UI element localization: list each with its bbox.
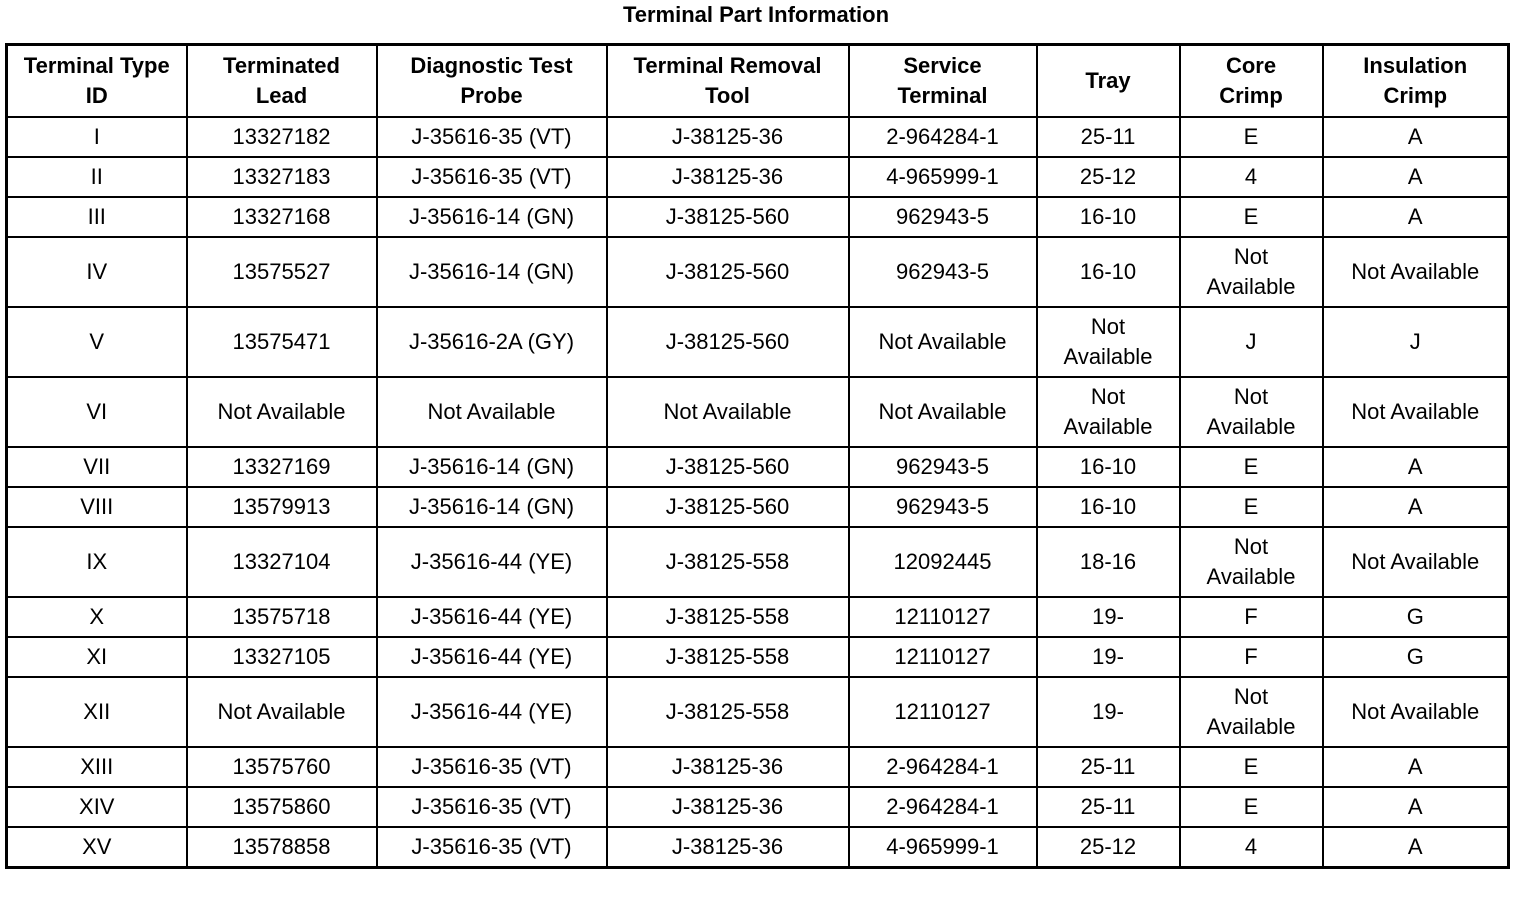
- header-insulation-crimp: Insulation Crimp: [1323, 45, 1509, 118]
- terminated-lead-cell: 13578858: [187, 827, 377, 868]
- service-terminal-cell: Not Available: [849, 377, 1037, 447]
- terminal-removal-tool-cell: J-38125-558: [607, 527, 849, 597]
- header-terminal-type-id: Terminal Type ID: [7, 45, 187, 118]
- terminal-removal-tool-cell: J-38125-560: [607, 197, 849, 237]
- terminal-type-id-cell: III: [7, 197, 187, 237]
- terminated-lead-cell: 13575860: [187, 787, 377, 827]
- tray-cell: 25-11: [1037, 747, 1180, 787]
- insulation-crimp-cell: G: [1323, 637, 1509, 677]
- tray-cell: 25-12: [1037, 157, 1180, 197]
- tray-cell: 16-10: [1037, 447, 1180, 487]
- table-row: [7, 377, 1509, 447]
- terminal-removal-tool-cell: J-38125-36: [607, 787, 849, 827]
- diagnostic-test-probe-cell: J-35616-44 (YE): [377, 677, 607, 747]
- terminal-part-table: [5, 43, 1510, 869]
- diagnostic-test-probe-cell: Not Available: [377, 377, 607, 447]
- terminal-removal-tool-cell: J-38125-560: [607, 237, 849, 307]
- table-row: [7, 597, 1509, 637]
- terminal-type-id-cell: II: [7, 157, 187, 197]
- core-crimp-cell: Not Available: [1180, 237, 1323, 307]
- service-terminal-cell: 4-965999-1: [849, 827, 1037, 868]
- table-row: [7, 117, 1509, 157]
- terminal-type-id-cell: XIII: [7, 747, 187, 787]
- table-row: [7, 487, 1509, 527]
- terminal-type-id-cell: X: [7, 597, 187, 637]
- table-row: [7, 747, 1509, 787]
- diagnostic-test-probe-cell: J-35616-35 (VT): [377, 787, 607, 827]
- tray-cell: Not Available: [1037, 307, 1180, 377]
- terminated-lead-cell: 13327183: [187, 157, 377, 197]
- terminal-removal-tool-cell: J-38125-36: [607, 747, 849, 787]
- diagnostic-test-probe-cell: J-35616-2A (GY): [377, 307, 607, 377]
- core-crimp-cell: J: [1180, 307, 1323, 377]
- terminated-lead-cell: 13575718: [187, 597, 377, 637]
- terminated-lead-cell: Not Available: [187, 677, 377, 747]
- service-terminal-cell: 12110127: [849, 637, 1037, 677]
- tray-cell: 19-: [1037, 677, 1180, 747]
- insulation-crimp-cell: G: [1323, 597, 1509, 637]
- diagnostic-test-probe-cell: J-35616-35 (VT): [377, 117, 607, 157]
- tray-cell: 19-: [1037, 597, 1180, 637]
- terminal-removal-tool-cell: J-38125-560: [607, 307, 849, 377]
- service-terminal-cell: 12092445: [849, 527, 1037, 597]
- service-terminal-cell: 962943-5: [849, 237, 1037, 307]
- insulation-crimp-cell: A: [1323, 487, 1509, 527]
- diagnostic-test-probe-cell: J-35616-35 (VT): [377, 827, 607, 868]
- terminal-removal-tool-cell: J-38125-36: [607, 117, 849, 157]
- insulation-crimp-cell: Not Available: [1323, 677, 1509, 747]
- diagnostic-test-probe-cell: J-35616-14 (GN): [377, 197, 607, 237]
- service-terminal-cell: 2-964284-1: [849, 747, 1037, 787]
- terminal-removal-tool-cell: J-38125-558: [607, 597, 849, 637]
- core-crimp-cell: F: [1180, 597, 1323, 637]
- diagnostic-test-probe-cell: J-35616-14 (GN): [377, 487, 607, 527]
- core-crimp-cell: 4: [1180, 827, 1323, 868]
- diagnostic-test-probe-cell: J-35616-14 (GN): [377, 447, 607, 487]
- header-service-terminal: Service Terminal: [849, 45, 1037, 118]
- terminal-removal-tool-cell: J-38125-560: [607, 487, 849, 527]
- terminal-removal-tool-cell: J-38125-36: [607, 827, 849, 868]
- service-terminal-cell: 4-965999-1: [849, 157, 1037, 197]
- insulation-crimp-cell: A: [1323, 117, 1509, 157]
- service-terminal-cell: 12110127: [849, 677, 1037, 747]
- diagnostic-test-probe-cell: J-35616-44 (YE): [377, 597, 607, 637]
- core-crimp-cell: E: [1180, 117, 1323, 157]
- terminal-type-id-cell: VIII: [7, 487, 187, 527]
- terminal-type-id-cell: XI: [7, 637, 187, 677]
- terminated-lead-cell: 13327104: [187, 527, 377, 597]
- tray-cell: 16-10: [1037, 487, 1180, 527]
- terminal-removal-tool-cell: J-38125-36: [607, 157, 849, 197]
- table-row: [7, 827, 1509, 868]
- service-terminal-cell: 962943-5: [849, 447, 1037, 487]
- terminal-type-id-cell: IV: [7, 237, 187, 307]
- terminal-type-id-cell: XV: [7, 827, 187, 868]
- tray-cell: 25-11: [1037, 117, 1180, 157]
- table-row: [7, 637, 1509, 677]
- insulation-crimp-cell: Not Available: [1323, 377, 1509, 447]
- insulation-crimp-cell: A: [1323, 447, 1509, 487]
- service-terminal-cell: 12110127: [849, 597, 1037, 637]
- terminated-lead-cell: 13575471: [187, 307, 377, 377]
- table-row: [7, 447, 1509, 487]
- core-crimp-cell: Not Available: [1180, 377, 1323, 447]
- core-crimp-cell: E: [1180, 447, 1323, 487]
- diagnostic-test-probe-cell: J-35616-44 (YE): [377, 637, 607, 677]
- insulation-crimp-cell: A: [1323, 197, 1509, 237]
- table-row: [7, 237, 1509, 307]
- core-crimp-cell: Not Available: [1180, 527, 1323, 597]
- tray-cell: Not Available: [1037, 377, 1180, 447]
- diagnostic-test-probe-cell: J-35616-35 (VT): [377, 157, 607, 197]
- diagnostic-test-probe-cell: J-35616-35 (VT): [377, 747, 607, 787]
- core-crimp-cell: F: [1180, 637, 1323, 677]
- core-crimp-cell: E: [1180, 197, 1323, 237]
- terminal-removal-tool-cell: J-38125-560: [607, 447, 849, 487]
- terminal-type-id-cell: VI: [7, 377, 187, 447]
- tray-cell: 19-: [1037, 637, 1180, 677]
- table-row: [7, 157, 1509, 197]
- core-crimp-cell: E: [1180, 487, 1323, 527]
- table-body: [7, 117, 1509, 868]
- tray-cell: 16-10: [1037, 237, 1180, 307]
- diagnostic-test-probe-cell: J-35616-44 (YE): [377, 527, 607, 597]
- header-core-crimp: Core Crimp: [1180, 45, 1323, 118]
- terminated-lead-cell: Not Available: [187, 377, 377, 447]
- table-header-row: [7, 45, 1509, 118]
- core-crimp-cell: Not Available: [1180, 677, 1323, 747]
- service-terminal-cell: Not Available: [849, 307, 1037, 377]
- terminal-type-id-cell: V: [7, 307, 187, 377]
- table-row: [7, 527, 1509, 597]
- terminated-lead-cell: 13575527: [187, 237, 377, 307]
- header-tray: Tray: [1037, 45, 1180, 118]
- terminated-lead-cell: 13327105: [187, 637, 377, 677]
- insulation-crimp-cell: J: [1323, 307, 1509, 377]
- terminated-lead-cell: 13575760: [187, 747, 377, 787]
- terminal-type-id-cell: XIV: [7, 787, 187, 827]
- table-row: [7, 307, 1509, 377]
- table-row: [7, 677, 1509, 747]
- insulation-crimp-cell: Not Available: [1323, 237, 1509, 307]
- terminal-type-id-cell: XII: [7, 677, 187, 747]
- terminal-removal-tool-cell: J-38125-558: [607, 637, 849, 677]
- terminated-lead-cell: 13327168: [187, 197, 377, 237]
- page-title: Terminal Part Information: [622, 2, 890, 27]
- diagnostic-test-probe-cell: J-35616-14 (GN): [377, 237, 607, 307]
- table-row: [7, 197, 1509, 237]
- terminal-removal-tool-cell: J-38125-558: [607, 677, 849, 747]
- terminated-lead-cell: 13579913: [187, 487, 377, 527]
- insulation-crimp-cell: A: [1323, 747, 1509, 787]
- header-diagnostic-test-probe: Diagnostic Test Probe: [377, 45, 607, 118]
- terminal-type-id-cell: VII: [7, 447, 187, 487]
- terminal-removal-tool-cell: Not Available: [607, 377, 849, 447]
- tray-cell: 16-10: [1037, 197, 1180, 237]
- header-terminated-lead: Terminated Lead: [187, 45, 377, 118]
- insulation-crimp-cell: A: [1323, 787, 1509, 827]
- table-row: [7, 787, 1509, 827]
- service-terminal-cell: 2-964284-1: [849, 117, 1037, 157]
- terminated-lead-cell: 13327169: [187, 447, 377, 487]
- insulation-crimp-cell: A: [1323, 157, 1509, 197]
- service-terminal-cell: 962943-5: [849, 197, 1037, 237]
- tray-cell: 18-16: [1037, 527, 1180, 597]
- tray-cell: 25-11: [1037, 787, 1180, 827]
- terminal-type-id-cell: I: [7, 117, 187, 157]
- service-terminal-cell: 962943-5: [849, 487, 1037, 527]
- header-terminal-removal-tool: Terminal Removal Tool: [607, 45, 849, 118]
- terminal-type-id-cell: IX: [7, 527, 187, 597]
- insulation-crimp-cell: Not Available: [1323, 527, 1509, 597]
- core-crimp-cell: E: [1180, 787, 1323, 827]
- terminated-lead-cell: 13327182: [187, 117, 377, 157]
- tray-cell: 25-12: [1037, 827, 1180, 868]
- core-crimp-cell: 4: [1180, 157, 1323, 197]
- service-terminal-cell: 2-964284-1: [849, 787, 1037, 827]
- insulation-crimp-cell: A: [1323, 827, 1509, 868]
- core-crimp-cell: E: [1180, 747, 1323, 787]
